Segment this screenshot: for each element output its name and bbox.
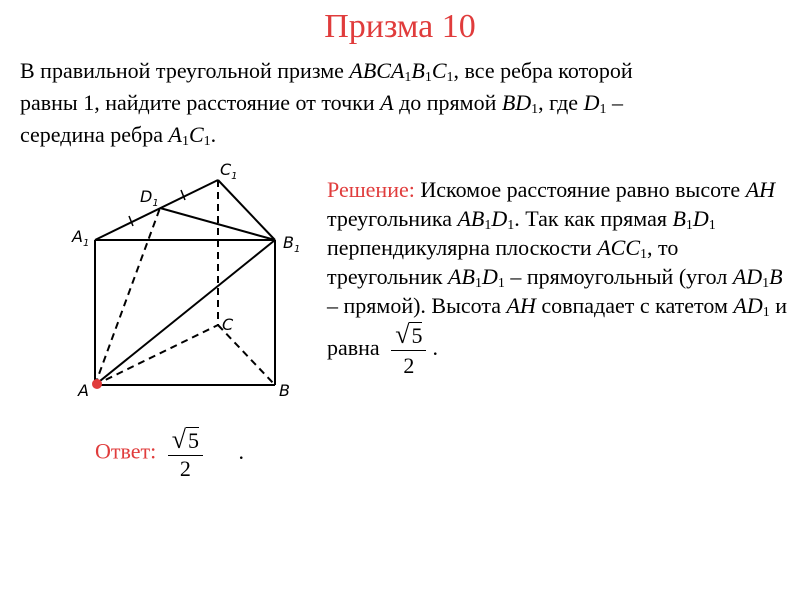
- label-b: B: [279, 381, 290, 400]
- answer-fraction: $\frac{√5}{2}$: [168, 425, 203, 482]
- edge-cb-hidden: [218, 325, 275, 385]
- label-c: C: [222, 315, 234, 334]
- label-a1: $A_1$: [72, 227, 90, 249]
- segment-d1b1: [160, 208, 275, 240]
- label-a: A: [78, 381, 89, 400]
- solution-label: Решение:: [327, 177, 415, 202]
- slide-title: Призма 10: [324, 8, 476, 45]
- answer: Ответ: $\frac{√5}{2}$ .: [95, 425, 245, 481]
- problem-statement: В правильной треугольной призме $ABCA_1B_1C_1$, все ребра которой равны 1, найдите расстояние от точки A до прямой $BD_1$, где $D_1$ – середина ребра $A_1C_1$.: [20, 58, 633, 149]
- label-b1: $B_1$: [283, 233, 301, 255]
- edge-c1b1: [218, 180, 275, 240]
- edge-a1c1: [95, 180, 218, 240]
- solution-fraction: $\frac{√5}{2}$: [391, 320, 426, 380]
- solution-text: Решение: Искомое расстояние равно высоте AH треугольника $AB_1D_1$. Так как прямая $B_1D_1$ перпендикулярна плоскости $ACC_1$, то треугольник $AB_1D_1$ – прямоугольный (угол $AD_1B$ – прямой). Высота AH совпадает с катетом $AD_1$ и равна $\frac{√5}{2}$ .: [327, 177, 787, 378]
- answer-label: Ответ:: [95, 438, 157, 464]
- label-d1: $D_1$: [140, 187, 159, 209]
- point-a-marker: [92, 379, 102, 389]
- label-c1: $C_1$: [220, 160, 238, 182]
